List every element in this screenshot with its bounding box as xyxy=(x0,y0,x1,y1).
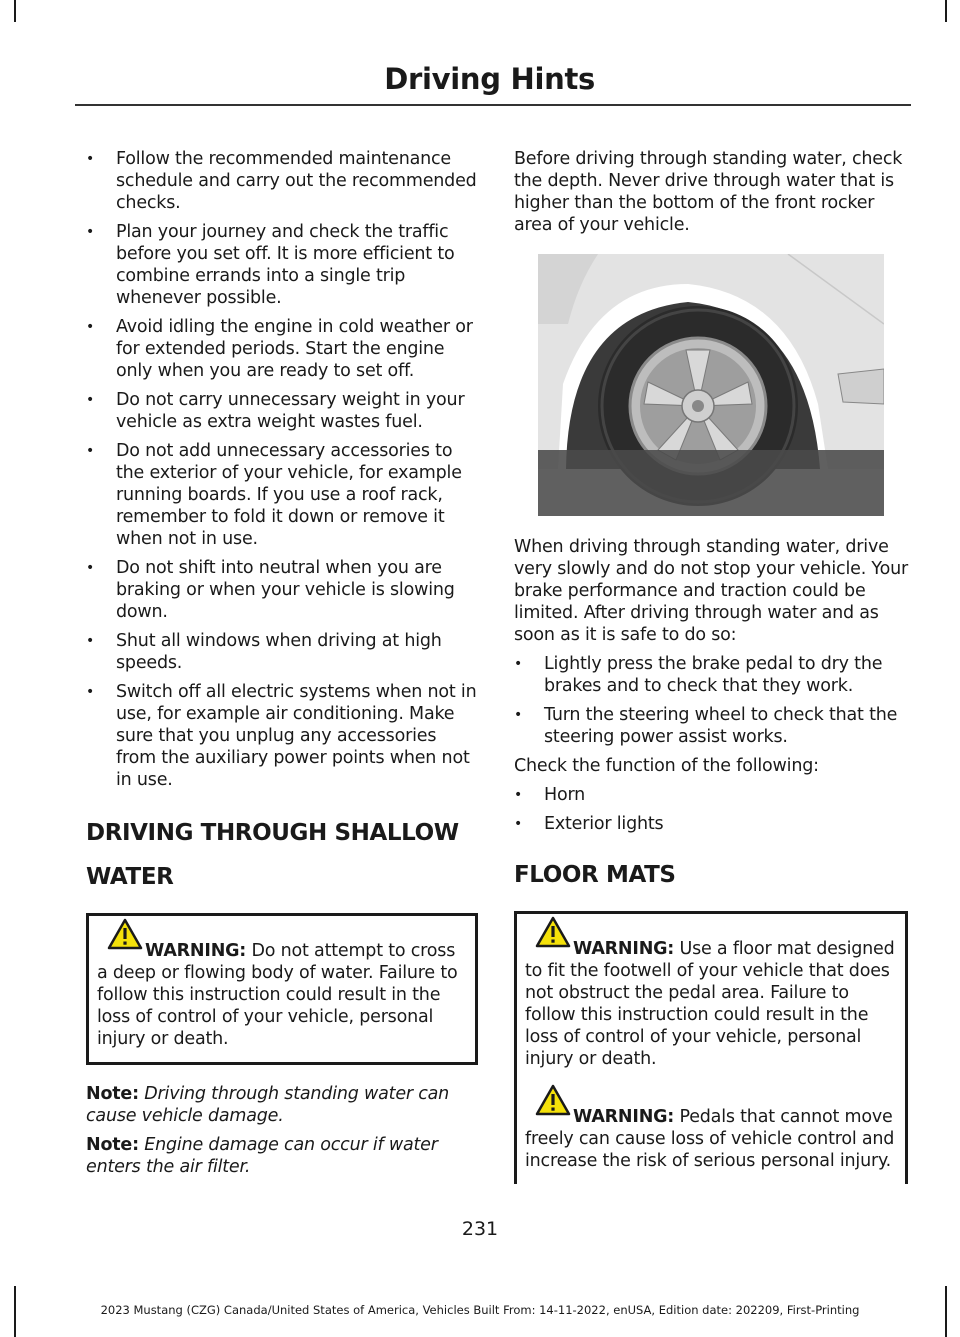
list-item: • Do not shift into neutral when you are braking or when your vehicle is slowing down. xyxy=(86,557,478,623)
page-title: Driving Hints xyxy=(384,62,595,96)
note xyxy=(86,1134,478,1178)
warning-item xyxy=(525,938,897,1070)
section-heading-shallow-water: DRIVING THROUGH SHALLOW WATER xyxy=(86,820,459,890)
header-divider xyxy=(75,104,911,106)
wheel-water-depth-illustration xyxy=(538,254,884,516)
check-function-text: Check the function of the following: xyxy=(514,756,819,776)
list-item: • Do not carry unnecessary weight in your vehicle as extra weight wastes fuel. xyxy=(86,389,478,433)
note-text: Driving through standing water can cause vehicle damage. xyxy=(86,1084,450,1126)
list-item: • Plan your journey and check the traffic before you set off. It is more efficient to combine errands into a single trip whenever possible. xyxy=(86,221,478,309)
warning-triangle-icon xyxy=(535,916,571,948)
warning-label: WARNING: xyxy=(145,941,247,961)
page-number: 231 xyxy=(461,1218,499,1240)
list-item: • Avoid idling the engine in cold weather or for extended periods. Start the engine only when you are ready to set off. xyxy=(86,316,478,382)
after-water-list xyxy=(514,653,908,748)
note xyxy=(86,1083,478,1127)
list-item: • Do not add unnecessary accessories to the exterior of your vehicle, for example running boards. If you use a roof rack, remember to fold it down or remove it when not in use. xyxy=(86,440,478,550)
intro-paragraph: Before driving through standing water, check the depth. Never drive through water that is higher than the bottom of the front rocker area of your vehicle. xyxy=(514,149,903,235)
warning-triangle-icon xyxy=(535,1084,571,1116)
wheel-illustration xyxy=(538,254,884,516)
list-item: • Shut all windows when driving at high speeds. xyxy=(86,630,478,674)
note-text: Engine damage can occur if water enters the air filter. xyxy=(86,1135,438,1177)
crop-mark xyxy=(945,0,947,22)
warning-text: Do not attempt to cross a deep or flowing body of water. Failure to follow this instruction could result in the loss of control of your vehicle, personal injury or death. xyxy=(97,941,458,1049)
warning-triangle-icon xyxy=(107,918,143,950)
check-list xyxy=(514,784,908,835)
list-item: • Switch off all electric systems when not in use, for example air conditioning. Make sure that you unplug any accessories from the auxiliary power points when not in use. xyxy=(86,681,478,791)
tips-list xyxy=(86,148,478,791)
left-column xyxy=(86,148,478,1185)
list-item: • Lightly press the brake pedal to dry the brakes and to check that they work. xyxy=(514,653,908,697)
list-item: • Turn the steering wheel to check that the steering power assist works. xyxy=(514,704,908,748)
warning-label: WARNING: xyxy=(573,939,675,959)
water-driving-paragraph: When driving through standing water, drive very slowly and do not stop your vehicle. Your brake performance and traction could be limited. After driving through water and as soon as it is safe to do so: xyxy=(514,537,908,645)
warning-text: Use a floor mat designed to fit the footwell of your vehicle that does not obstruct the pedal area. Failure to follow this instruction could result in the loss of control of your vehicle, personal injury or death. xyxy=(525,939,895,1069)
warning-text: Pedals that cannot move freely can cause loss of vehicle control and increase the risk of serious personal injury. xyxy=(525,1107,895,1171)
footer-text: 2023 Mustang (CZG) Canada/United States of America, Vehicles Built From: 14-11-2022, enUSA, Edition date: 202209, First-Printing xyxy=(100,1303,860,1317)
crop-mark xyxy=(14,0,16,22)
list-item: • Follow the recommended maintenance schedule and carry out the recommended checks. xyxy=(86,148,478,214)
warning-box xyxy=(86,913,478,1065)
note-label: Note: xyxy=(86,1084,139,1104)
list-item: • Exterior lights xyxy=(514,813,908,835)
warning-item xyxy=(97,940,467,1050)
warning-item xyxy=(525,1106,897,1172)
note-label: Note: xyxy=(86,1135,139,1155)
warning-box xyxy=(514,911,908,1184)
right-column xyxy=(514,148,908,1202)
section-heading-floor-mats: FLOOR MATS xyxy=(514,862,676,888)
list-item: • Horn xyxy=(514,784,908,806)
warning-label: WARNING: xyxy=(573,1107,675,1127)
